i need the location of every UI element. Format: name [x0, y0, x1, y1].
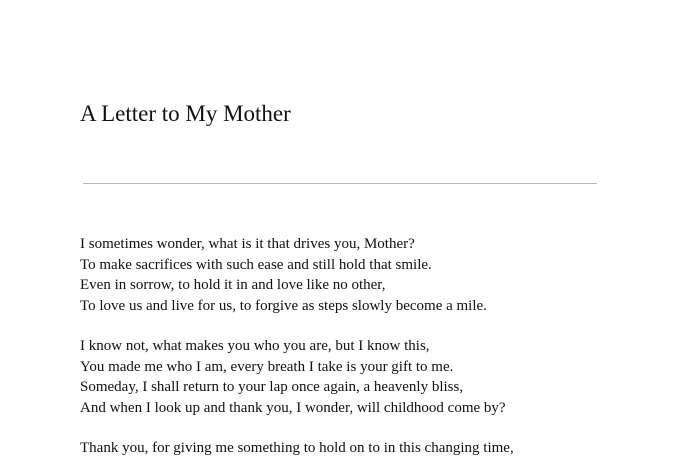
poem-line: To make sacrifices with such ease and still hold that smile. [80, 256, 432, 273]
poem-line: Someday, I shall return to your lap once again, a heavenly bliss, [80, 379, 464, 395]
poem-body [80, 234, 660, 459]
stanza-1 [80, 234, 660, 316]
poem-line: To love us and live for us, to forgive as steps slowly become a mile. [80, 297, 487, 314]
poem-line: You made me who I am, every breath I take is your gift to me. [80, 358, 454, 375]
poem-line: And when I look up and thank you, I wonder, will childhood come by? [80, 399, 506, 416]
poem-line: I sometimes wonder, what is it that drives you, Mother? [80, 236, 415, 252]
poem-line: Thank you, for giving me something to hold on to in this changing time, [80, 440, 514, 456]
stanza-3 [80, 438, 660, 459]
title-divider [83, 183, 597, 184]
poem-line: Even in sorrow, to hold it in and love like no other, [80, 277, 386, 293]
poem-line: I know not, what makes you who you are, but I know this, [80, 338, 430, 354]
document-title: A Letter to My Mother [80, 101, 291, 126]
stanza-2 [80, 336, 660, 418]
